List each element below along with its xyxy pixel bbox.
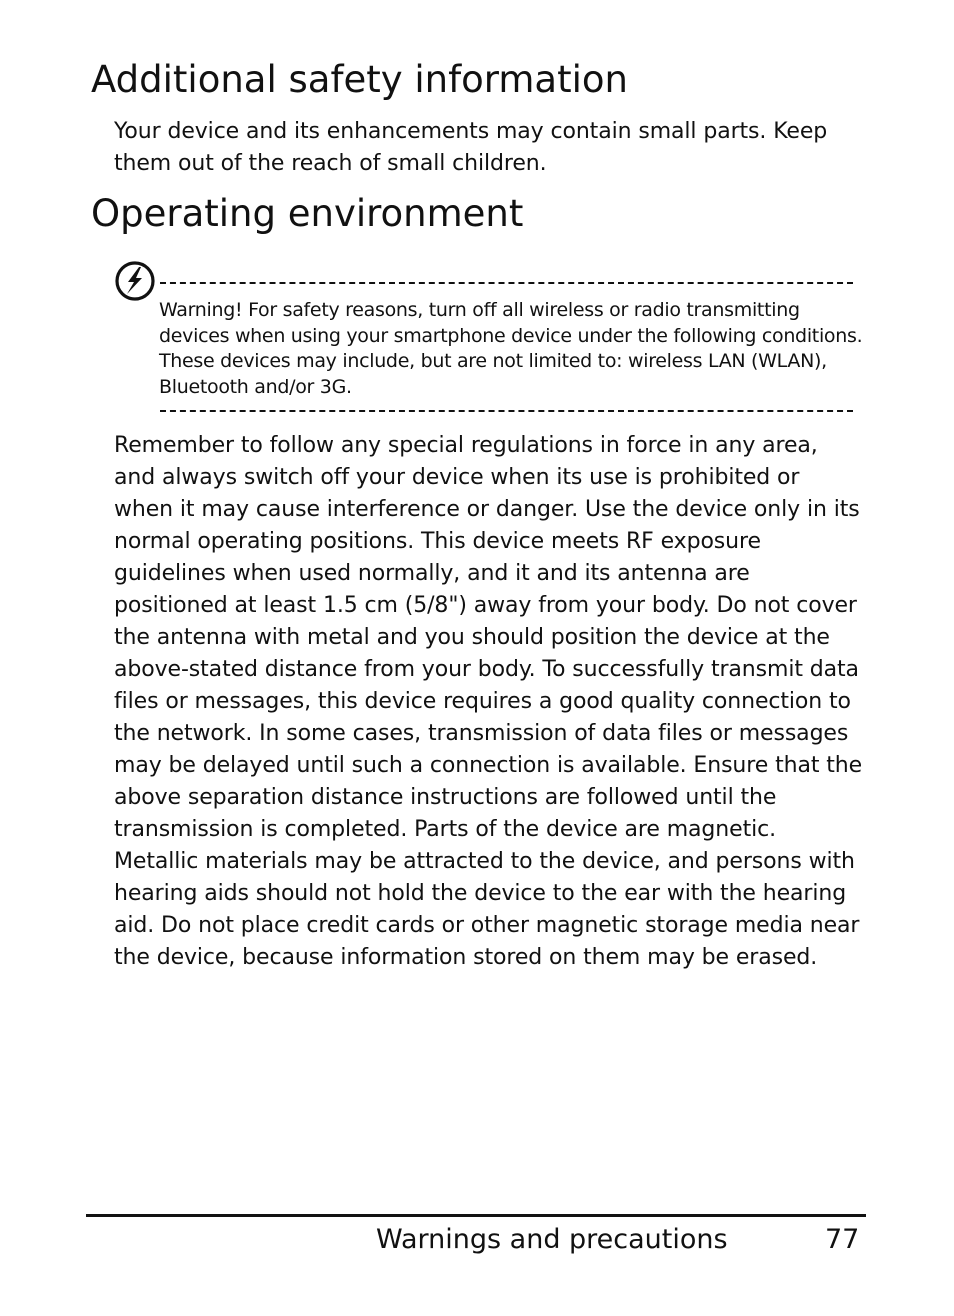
heading-operating-environment: Operating environment	[91, 192, 524, 235]
warning-top-divider	[160, 282, 853, 284]
safety-paragraph: Your device and its enhancements may contain small parts. Keep them out of the reach of small children.	[114, 119, 828, 176]
heading-additional-safety-information: Additional safety information	[91, 58, 628, 101]
page-number: 77	[825, 1224, 860, 1255]
warning-bottom-divider	[160, 410, 853, 412]
warning-note: Warning! For safety reasons, turn off all wireless or radio transmitting devices when using your smartphone device under the following conditions. These devices may include, but are not limited to: wireless LAN (WLAN), Bluetooth and/or 3G.	[159, 299, 863, 398]
footer-section-title: Warnings and precautions	[376, 1224, 728, 1255]
footer-rule	[86, 1214, 866, 1217]
lightning-warning-icon	[114, 260, 156, 302]
operating-environment-paragraph: Remember to follow any special regulations in force in any area, and always switch off your device when its use is prohibited or when it may cause interference or danger. Use the device only in its normal operating positions. This device meets RF exposure guidelines when used normally, and it and its antenna are positioned at least 1.5 cm (5/8") away from your body. Do not cover the antenna with metal and you should position the device at the above-stated distance from your body. To successfully transmit data files or messages, this device requires a good quality connection to the network. In some cases, transmission of data files or messages may be delayed until such a connection is available. Ensure that the above separation distance instructions are followed until the transmission is completed. Parts of the device are magnetic. Metallic materials may be attracted to the device, and persons with hearing aids should not hold the device to the ear with the hearing aid. Do not place credit cards or other magnetic storage media near the device, because information stored on them may be erased.	[114, 433, 863, 970]
